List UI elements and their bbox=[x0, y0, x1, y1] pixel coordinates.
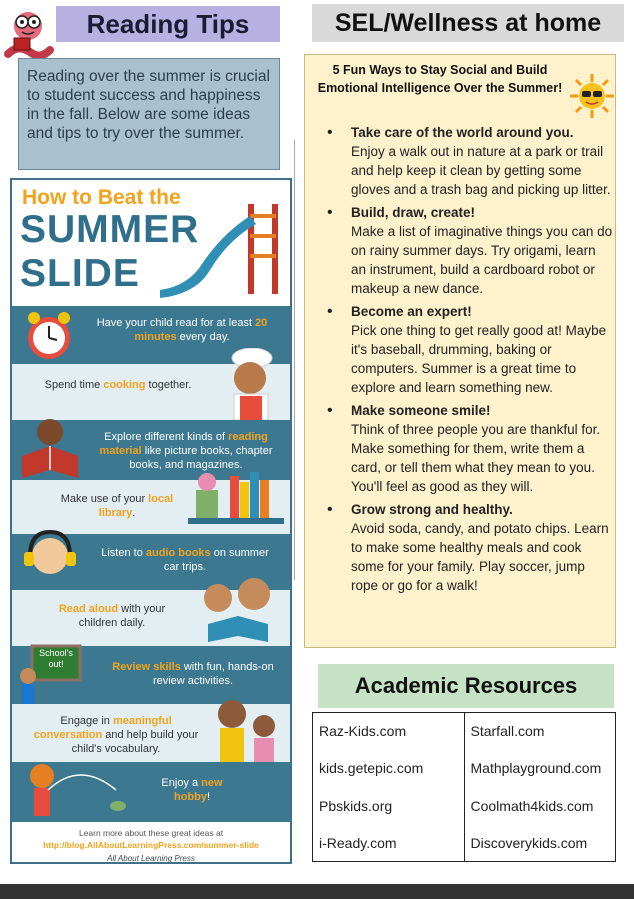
reading-tips-header bbox=[56, 6, 280, 42]
tip-highlight: Review skills bbox=[112, 661, 181, 673]
sel-tip-item bbox=[325, 401, 613, 496]
tip-text-2 bbox=[38, 378, 198, 392]
tip-post: with your children daily. bbox=[78, 603, 166, 629]
tip-pre: Explore different kinds of bbox=[104, 431, 229, 443]
sel-tip-title: • Make someone smile! bbox=[351, 403, 491, 418]
sel-tip-item bbox=[325, 302, 613, 397]
schools-out-board bbox=[16, 642, 84, 711]
headphones-girl-icon bbox=[20, 528, 80, 597]
tip-post: . bbox=[132, 507, 136, 519]
academic-resources-table bbox=[312, 712, 616, 862]
resource-link[interactable]: Mathplayground.com bbox=[464, 750, 616, 787]
sel-wellness-title: SEL/Wellness at home bbox=[334, 8, 602, 37]
sel-tips-box bbox=[304, 54, 616, 648]
tip-post: together. bbox=[145, 379, 192, 391]
tip-band-6 bbox=[12, 590, 290, 646]
publisher-logo-text: All About Learning Press bbox=[107, 854, 195, 863]
sun-sunglasses-icon bbox=[569, 73, 615, 119]
bottom-bar bbox=[0, 884, 634, 899]
learn-more-text: Learn more about these great ideas at bbox=[78, 828, 224, 838]
infographic-summer: SUMMER bbox=[20, 208, 200, 251]
tip-pre: Spend time bbox=[44, 379, 104, 391]
tip-band-4 bbox=[12, 480, 290, 534]
resource-link[interactable]: Pbskids.org bbox=[313, 787, 465, 824]
learn-more-link[interactable]: http://blog.AllAboutLearningPress.com/summer-slide bbox=[43, 840, 259, 850]
column-divider bbox=[294, 140, 295, 580]
tip-post: ! bbox=[206, 791, 211, 803]
resource-link[interactable]: Discoverykids.com bbox=[464, 824, 616, 861]
table-row bbox=[313, 750, 616, 787]
tip-text-7 bbox=[108, 660, 278, 688]
tip-pre: Listen to bbox=[101, 547, 146, 559]
tip-pre: Enjoy a bbox=[161, 777, 202, 789]
sel-tip-item bbox=[325, 203, 613, 298]
sel-tip-title: • Build, draw, create! bbox=[351, 205, 476, 220]
tip-text-3 bbox=[88, 430, 284, 472]
sel-tip-title: • Take care of the world around you. bbox=[351, 125, 574, 140]
sel-tip-title: • Become an expert! bbox=[351, 304, 472, 319]
tip-post: on summer car trips. bbox=[163, 547, 269, 573]
sel-tip-body: Avoid soda, candy, and potato chips. Learn to make some healthy meals and cook some for your family. Play soccer, jump rope or go for a walk! bbox=[351, 521, 609, 593]
tip-band-9 bbox=[12, 762, 290, 822]
tip-highlight: local library bbox=[98, 493, 174, 519]
sel-tip-body: Pick one thing to get really good at! Maybe it's baseball, drumming, baking or computers. Summer is a great time to explore and learn something new. bbox=[351, 323, 607, 395]
tip-pre: Engage in bbox=[60, 715, 113, 727]
tip-band-2 bbox=[12, 364, 290, 420]
tip-highlight: Read aloud bbox=[58, 603, 119, 615]
playground-slide-icon bbox=[152, 194, 288, 303]
tip-pre: Make use of your bbox=[60, 493, 149, 505]
alarm-clock-icon bbox=[22, 310, 76, 367]
bookworm-icon bbox=[0, 4, 56, 64]
bookshelf-icon bbox=[188, 468, 284, 533]
tip-highlight: new hobby bbox=[173, 777, 223, 803]
sel-tip-item bbox=[325, 123, 613, 199]
tip-highlight: meaningful conversation bbox=[33, 715, 172, 741]
tip-band-8 bbox=[12, 704, 290, 762]
family-reading-icon bbox=[188, 576, 288, 653]
reading-tips-title: Reading Tips bbox=[86, 8, 250, 39]
table-row bbox=[313, 787, 616, 824]
table-row bbox=[313, 713, 616, 750]
tip-highlight: reading material bbox=[99, 431, 268, 457]
sel-tip-body: Enjoy a walk out in nature at a park or trail and help keep it clean by getting some gloves and a trash bag and picking up litter. bbox=[351, 144, 611, 197]
sel-tip-body: Make a list of imaginative things you can do on rainy summer days. Try origami, learn an instrument, build a cardboard robot or makeup a new dance. bbox=[351, 224, 613, 296]
resource-link[interactable]: Raz-Kids.com bbox=[313, 713, 465, 750]
tip-highlight: audio books bbox=[145, 547, 211, 559]
chef-boy-icon bbox=[218, 348, 280, 425]
sel-tip-body: Think of three people you are thankful for. Make something for them, write them a card, or tell them what they mean to you. You'll feel as good as they will. bbox=[351, 422, 601, 494]
tip-text-4 bbox=[52, 492, 182, 520]
resource-link[interactable]: i-Ready.com bbox=[313, 824, 465, 861]
sel-wellness-header bbox=[312, 4, 624, 42]
tip-highlight: cooking bbox=[103, 379, 146, 391]
reading-intro-text: Reading over the summer is crucial to student success and happiness in the fall. Below are some ideas and tips to try over the summer. bbox=[27, 68, 270, 142]
resource-link[interactable]: Coolmath4kids.com bbox=[464, 787, 616, 824]
tip-text-5 bbox=[100, 546, 270, 574]
infographic-how-to: How to Beat the bbox=[22, 186, 181, 209]
sel-box-title: 5 Fun Ways to Stay Social and Build Emotional Intelligence Over the Summer! bbox=[317, 63, 563, 95]
tip-text-9 bbox=[142, 776, 242, 804]
academic-resources-header bbox=[318, 664, 614, 708]
tip-post: like picture books, chapter books, and magazines. bbox=[129, 445, 273, 471]
resource-link[interactable]: kids.getepic.com bbox=[313, 750, 465, 787]
infographic-slide: SLIDE bbox=[20, 252, 140, 295]
sel-tips-list bbox=[325, 123, 613, 599]
tip-post: with fun, hands-on review activities. bbox=[152, 661, 274, 687]
sel-tip-title: • Grow strong and healthy. bbox=[351, 502, 513, 517]
tip-post: every day. bbox=[176, 331, 230, 343]
reading-girl-icon bbox=[16, 416, 86, 487]
summer-slide-infographic bbox=[10, 178, 292, 864]
reading-intro-box bbox=[18, 58, 280, 170]
table-row bbox=[313, 824, 616, 861]
tip-pre: Have your child read for at least bbox=[96, 317, 256, 329]
fishing-girl-icon bbox=[20, 760, 130, 827]
tip-highlight: 20 minutes bbox=[134, 317, 268, 343]
tip-post: and help build your child's vocabulary. bbox=[71, 729, 199, 755]
academic-resources-title: Academic Resources bbox=[354, 673, 578, 698]
tip-text-8 bbox=[26, 714, 206, 756]
schools-out-text: School's out! bbox=[39, 648, 73, 669]
sel-tip-item bbox=[325, 500, 613, 595]
tip-text-6 bbox=[42, 602, 182, 630]
tip-text-1 bbox=[92, 316, 272, 344]
resource-link[interactable]: Starfall.com bbox=[464, 713, 616, 750]
